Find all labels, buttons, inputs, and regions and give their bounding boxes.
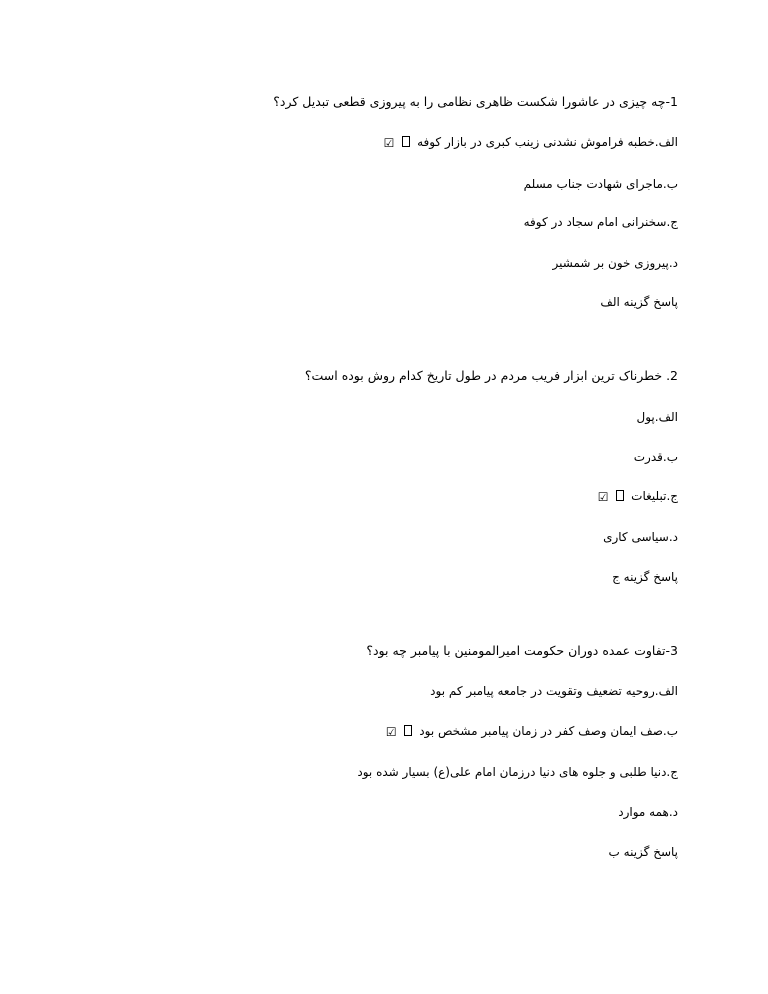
checked-box-icon: ☑	[385, 725, 397, 739]
option-label: ب.صف ایمان وصف کفر در زمان پیامبر مشخص بود	[419, 724, 678, 738]
option-label: ج.تبلیغات	[631, 489, 678, 503]
question-1-text: 1-چه چیزی در عاشورا شکست ظاهری نظامی را به پیروزی قطعی تبدیل کرد؟	[273, 94, 678, 109]
option-label: الف.خطبه فراموش نشدنی زینب کبری در بازار کوفه	[417, 135, 678, 149]
question-3-text: 3-تفاوت عمده دوران حکومت امیرالمومنین با پیامبر چه بود؟	[366, 643, 678, 658]
question-3-answer: پاسخ گزینه ب	[608, 845, 678, 859]
question-2-option-b: ب.قدرت	[633, 450, 678, 464]
empty-box-icon	[404, 725, 412, 736]
question-1-option-c: ج.سخنرانی امام سجاد در کوفه	[523, 215, 678, 229]
question-1-option-b: ب.ماجرای شهادت جناب مسلم	[523, 177, 678, 191]
question-1-answer: پاسخ گزینه الف	[600, 295, 678, 309]
question-3-option-b	[386, 723, 678, 740]
question-2-text: 2. خطرناک ترین ابزار فریب مردم در طول تاریخ کدام روش بوده است؟	[304, 368, 678, 383]
question-3-option-c: ج.دنیا طلبی و جلوه های دنیا درزمان امام علی(ع) بسیار شده بود	[357, 765, 678, 779]
empty-box-icon	[402, 136, 410, 147]
question-2-option-a: الف.پول	[636, 410, 678, 424]
question-2-answer: پاسخ گزینه ج	[612, 570, 678, 584]
checked-box-icon: ☑	[383, 136, 395, 150]
question-1-option-a	[384, 134, 678, 151]
question-2-option-c	[598, 488, 678, 505]
question-3-option-a: الف.روحیه تضعیف وتقویت در جامعه پیامبر کم بود	[430, 684, 678, 698]
question-1-option-d: د.پیروزی خون بر شمشیر	[552, 256, 678, 270]
question-3-option-d: د.همه موارد	[618, 805, 678, 819]
checked-box-icon: ☑	[597, 490, 609, 504]
empty-box-icon	[616, 490, 624, 501]
question-2-option-d: د.سیاسی کاری	[603, 530, 678, 544]
